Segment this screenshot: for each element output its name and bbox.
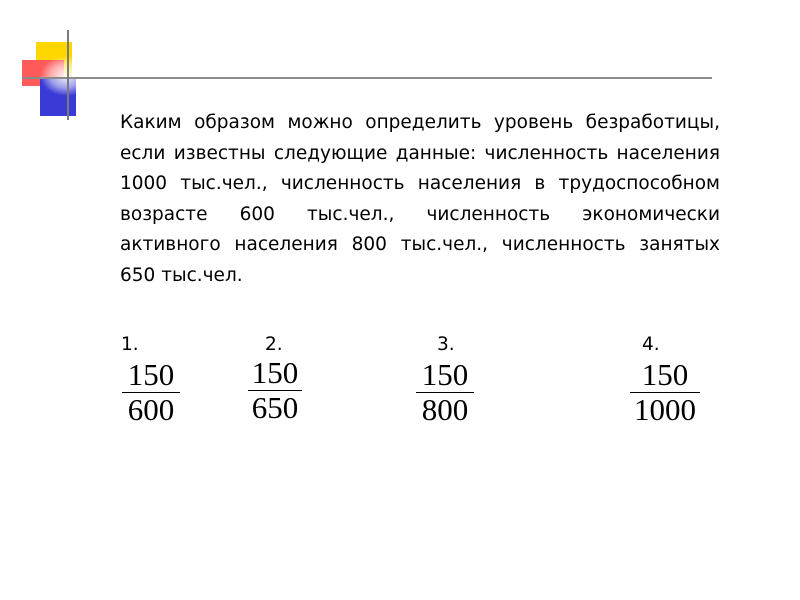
option-label-1: 1. [121, 334, 139, 355]
option-label-2: 2. [265, 334, 283, 355]
fraction-denominator: 800 [421, 392, 469, 427]
question-text: Каким образом можно определить уровень безработицы, если известны следующие данные: численность населения 1000 тыс.чел., численность населения в трудоспособном возрасте 600 тыс.чел., численность экономически активного населения 800 тыс.чел., численность занятых 650 тыс.чел. [120, 112, 720, 286]
option-label-3: 3. [437, 334, 455, 355]
fraction-numerator: 150 [251, 355, 299, 390]
fraction-numerator: 150 [641, 357, 689, 392]
option-fraction-3[interactable] [416, 358, 474, 427]
option-fraction-1[interactable] [122, 358, 180, 427]
ornament-glow [40, 56, 92, 96]
fraction-denominator: 600 [127, 392, 175, 427]
option-fraction-4[interactable] [630, 358, 700, 427]
fraction-numerator: 150 [127, 357, 175, 392]
fraction-denominator: 650 [251, 390, 299, 425]
option-fraction-2[interactable] [248, 356, 302, 425]
fraction-denominator: 1000 [634, 392, 696, 427]
option-label-4: 4. [642, 334, 660, 355]
fraction-numerator: 150 [421, 357, 469, 392]
